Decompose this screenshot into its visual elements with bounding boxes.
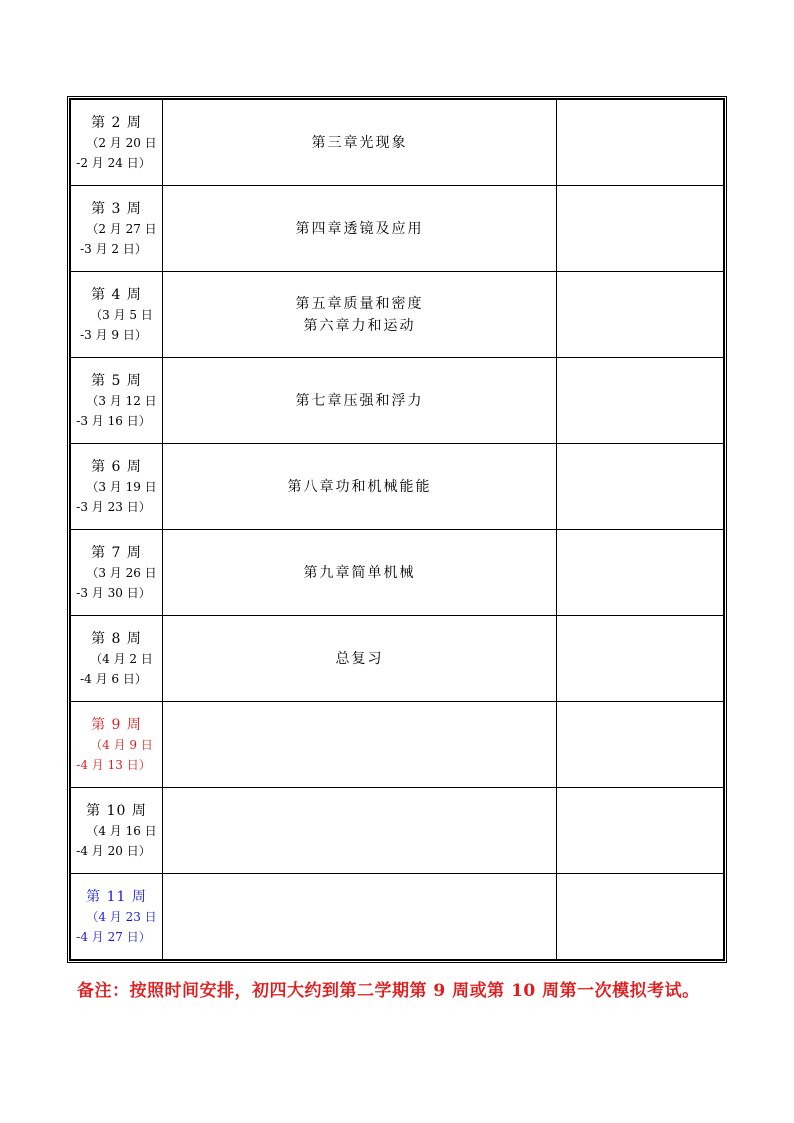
- week-date-end: -2 月 24 日）: [76, 155, 151, 170]
- week-title: 第 5 周: [91, 372, 142, 389]
- content-line: 第九章简单机械: [303, 564, 416, 581]
- week-row: [71, 616, 724, 702]
- content-line: 第四章透镜及应用: [295, 220, 424, 237]
- content-cell: [163, 358, 557, 444]
- week-row: [71, 702, 724, 788]
- week-date-start: （4 月 23 日: [86, 909, 157, 924]
- week-cell: [71, 444, 163, 530]
- remarks-cell: [557, 788, 724, 874]
- remarks-cell: [557, 616, 724, 702]
- week-row: [71, 100, 724, 186]
- schedule-table-body: [71, 100, 724, 960]
- content-cell: [163, 444, 557, 530]
- content-cell: [163, 874, 557, 960]
- content-line: 总复习: [335, 650, 384, 667]
- week-title: 第 2 周: [91, 114, 142, 131]
- week-cell: [71, 616, 163, 702]
- week-date-end: -4 月 6 日）: [80, 671, 147, 686]
- week-date-end: -4 月 27 日）: [76, 929, 151, 944]
- content-cell: [163, 100, 557, 186]
- week-title: 第 3 周: [91, 200, 142, 217]
- content-line: 第六章力和运动: [303, 317, 416, 334]
- week-cell: [71, 358, 163, 444]
- week-row: [71, 186, 724, 272]
- week-title: 第 9 周: [91, 716, 142, 733]
- week-date-end: -4 月 20 日）: [76, 843, 151, 858]
- week-cell: [71, 272, 163, 358]
- week-row: [71, 530, 724, 616]
- schedule-table-frame: [67, 96, 727, 963]
- week-date-end: -3 月 2 日）: [80, 241, 147, 256]
- week-cell: [71, 874, 163, 960]
- week-date-end: -3 月 23 日）: [76, 499, 151, 514]
- content-line: 第三章光现象: [311, 134, 408, 151]
- week-title: 第 4 周: [91, 286, 142, 303]
- week-cell: [71, 100, 163, 186]
- content-cell: [163, 616, 557, 702]
- remarks-cell: [557, 186, 724, 272]
- week-title: 第 10 周: [86, 802, 147, 819]
- content-cell: [163, 272, 557, 358]
- content-line: 第七章压强和浮力: [295, 392, 424, 409]
- week-row: [71, 788, 724, 874]
- week-date-end: -4 月 13 日）: [76, 757, 151, 772]
- week-cell: [71, 788, 163, 874]
- week-cell: [71, 186, 163, 272]
- week-cell: [71, 530, 163, 616]
- content-line: 第五章质量和密度: [295, 295, 424, 312]
- remarks-cell: [557, 530, 724, 616]
- week-date-start: （3 月 19 日: [86, 479, 157, 494]
- week-row: [71, 272, 724, 358]
- week-date-start: （3 月 5 日: [90, 307, 153, 322]
- week-date-start: （4 月 2 日: [90, 651, 153, 666]
- week-date-end: -3 月 9 日）: [80, 327, 147, 342]
- week-title: 第 8 周: [91, 630, 142, 647]
- remarks-cell: [557, 100, 724, 186]
- footnote-remark: 备注：按照时间安排，初四大约到第二学期第 9 周或第 10 周第一次模拟考试。: [77, 981, 700, 1001]
- week-row: [71, 444, 724, 530]
- content-cell: [163, 186, 557, 272]
- week-title: 第 7 周: [91, 544, 142, 561]
- week-date-end: -3 月 30 日）: [76, 585, 151, 600]
- remarks-cell: [557, 874, 724, 960]
- week-date-start: （2 月 20 日: [86, 135, 157, 150]
- content-cell: [163, 530, 557, 616]
- week-date-start: （3 月 26 日: [86, 565, 157, 580]
- remarks-cell: [557, 272, 724, 358]
- week-date-end: -3 月 16 日）: [76, 413, 151, 428]
- week-date-start: （4 月 9 日: [90, 737, 153, 752]
- week-title: 第 11 周: [86, 888, 147, 905]
- week-date-start: （3 月 12 日: [86, 393, 157, 408]
- week-row: [71, 874, 724, 960]
- remarks-cell: [557, 358, 724, 444]
- week-title: 第 6 周: [91, 458, 142, 475]
- content-line: 第八章功和机械能能: [287, 478, 432, 495]
- week-cell: [71, 702, 163, 788]
- week-date-start: （2 月 27 日: [86, 221, 157, 236]
- content-cell: [163, 788, 557, 874]
- remarks-cell: [557, 702, 724, 788]
- schedule-table: [70, 99, 724, 960]
- week-date-start: （4 月 16 日: [86, 823, 157, 838]
- content-cell: [163, 702, 557, 788]
- remarks-cell: [557, 444, 724, 530]
- week-row: [71, 358, 724, 444]
